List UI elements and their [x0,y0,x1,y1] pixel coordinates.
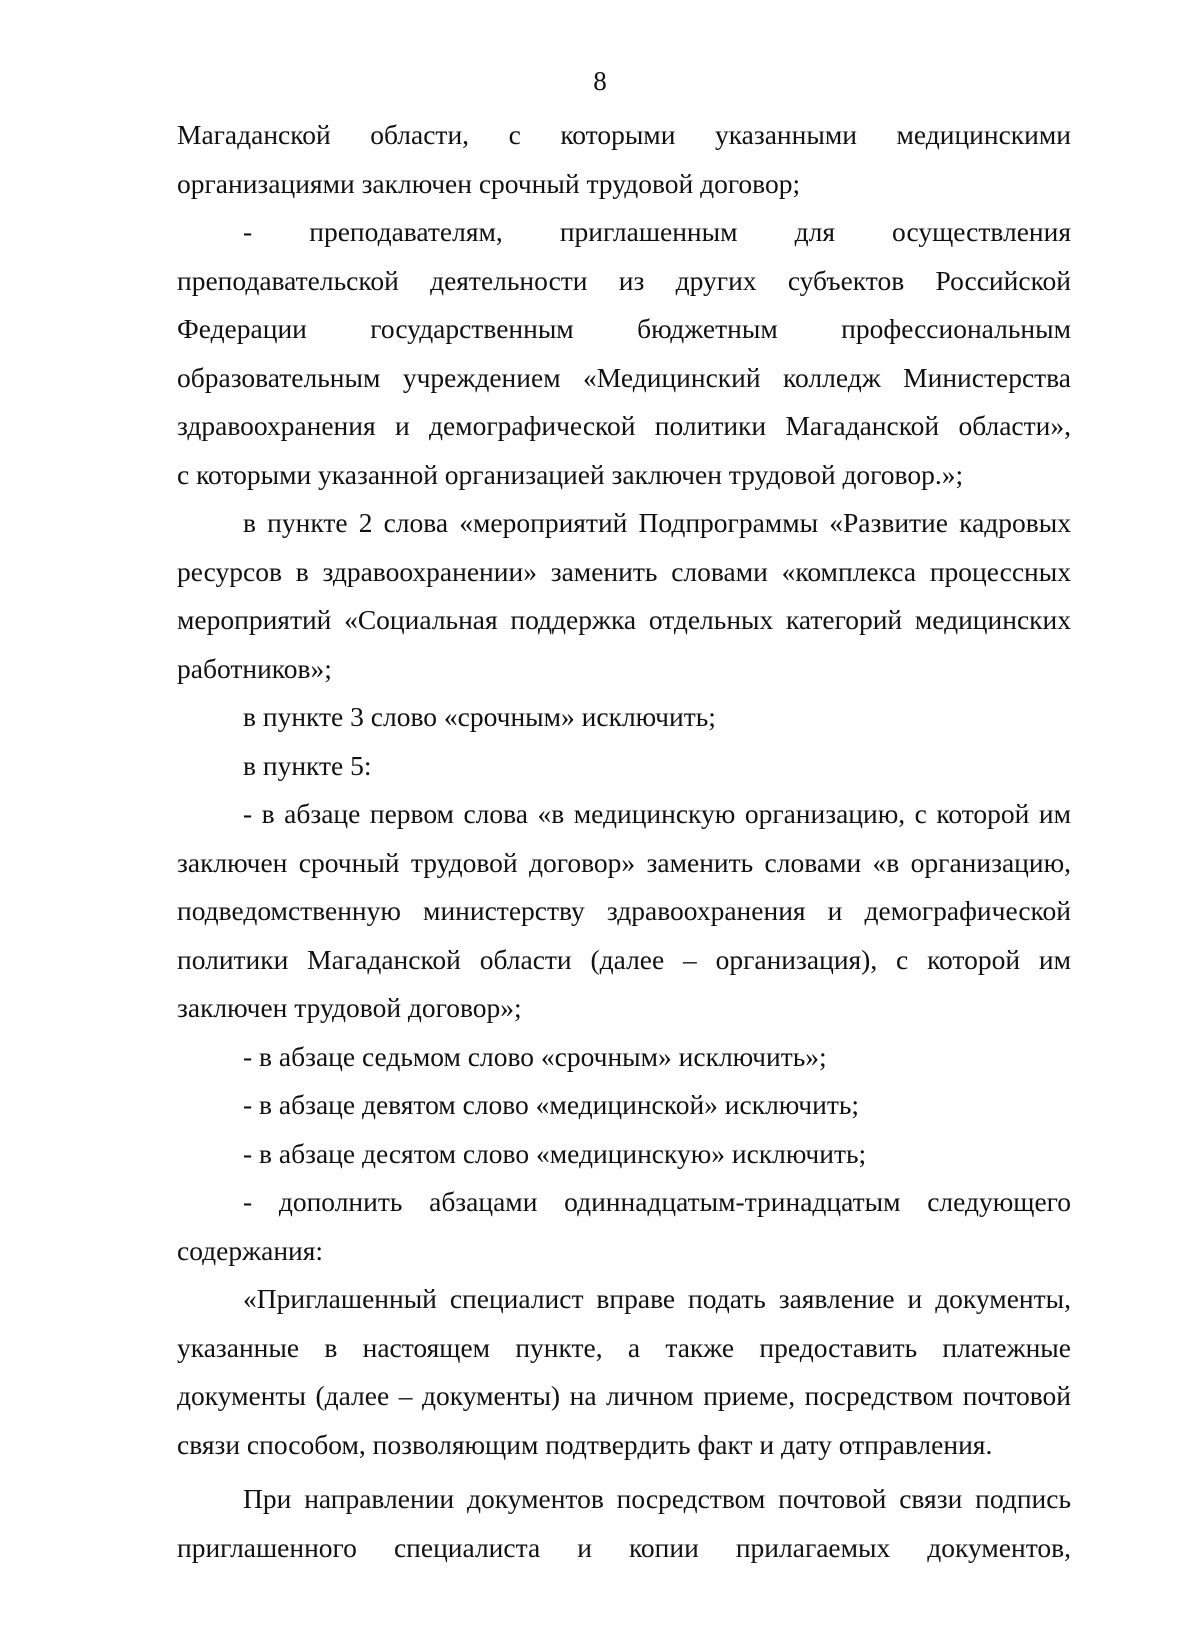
document-body [177,111,1071,1572]
text-line: документы (далее – документы) на личном приеме, посредством почтовой [177,1380,1071,1411]
text-line: политики Магаданской области (далее – организация), с которой им [177,943,1071,975]
text-line: приглашенного специалиста и копии прилагаемых документов, [177,1531,1071,1563]
text-line: - в абзаце первом слова «в медицинскую организацию, с которой им [243,798,1071,829]
text-line: ресурсов в здравоохранении» заменить словами «комплекса процессных [177,555,1071,587]
page-number: 8 [593,66,607,96]
text-line: указанные в настоящем пункте, а также предоставить платежные [177,1331,1071,1363]
text-line: - в абзаце десятом слово «медицинскую» исключить; [243,1137,867,1169]
text-line: заключен трудовой договор»; [177,992,522,1023]
paragraph-point-3 [177,693,1071,742]
text-line: При направлении документов посредством почтовой связи подпись [243,1483,1071,1514]
text-line: подведомственную министерству здравоохранения и демографической [177,895,1071,926]
text-line: связи способом, позволяющим подтвердить факт и дату отправления. [177,1428,993,1460]
text-line: - преподавателям, приглашенным для осуществления [243,216,1071,247]
paragraph-seventh-abzac [177,1033,1071,1082]
paragraph-continuation [177,111,1071,208]
text-line: с которыми указанной организацией заключен трудовой договор.»; [177,458,964,490]
text-line: мероприятий «Социальная поддержка отдельных категорий медицинских [177,604,1071,635]
paragraph-add-abzacs [177,1178,1071,1275]
text-line: работников»; [177,652,332,684]
text-line: здравоохранения и демографической политики Магаданской области», [177,410,1071,441]
text-line: - дополнить абзацами одиннадцатым-тринадцатым следующего [243,1186,1071,1217]
text-line: преподавательской деятельности из других субъектов Российской [177,264,1071,296]
text-line: - в абзаце седьмом слово «срочным» исключить»; [243,1040,827,1072]
text-line: Федерации государственным бюджетным профессиональным [177,313,1071,344]
paragraph-postal-sending [177,1475,1071,1572]
text-line: содержания: [177,1234,324,1266]
paragraph-first-abzac [177,790,1071,1033]
paragraph-point-5 [177,742,1071,791]
text-line: в пункте 3 слово «срочным» исключить; [243,701,716,732]
paragraph-tenth-abzac [177,1130,1071,1179]
paragraph-invited-specialist [177,1275,1071,1469]
text-line: заключен срочный трудовой договор» заменить словами «в организацию, [177,846,1071,878]
text-line: - в абзаце девятом слово «медицинской» исключить; [243,1089,860,1120]
text-line: «Приглашенный специалист вправе подать заявление и документы, [243,1283,1071,1314]
paragraph-ninth-abzac [177,1081,1071,1130]
text-line: образовательным учреждением «Медицинский колледж Министерства [177,361,1071,393]
text-line: организациями заключен срочный трудовой договор; [177,167,801,199]
text-line: Магаданской области, с которыми указанными медицинскими [177,119,1071,150]
text-line: в пункте 5: [243,749,372,781]
text-line: в пункте 2 слова «мероприятий Подпрограммы «Развитие кадровых [243,507,1071,538]
paragraph-teachers [177,208,1071,499]
paragraph-point-2 [177,499,1071,693]
